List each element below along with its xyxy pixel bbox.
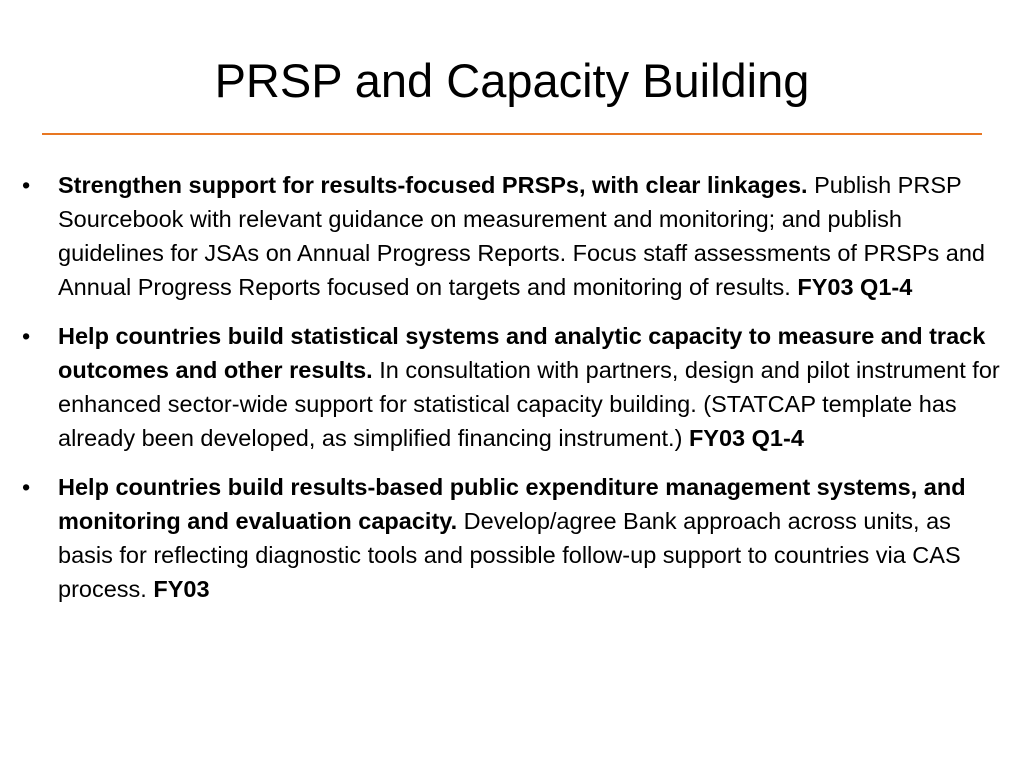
- bullet-heading: Help countries build statistical systems and analytic capacity to measure and track outcomes and other results.: [58, 323, 986, 383]
- bullet-heading: Strengthen support for results-focused PRSPs, with clear linkages.: [58, 172, 808, 198]
- bullet-dot-icon: •: [22, 474, 31, 500]
- bullet-item-2: [22, 319, 1002, 455]
- title-divider: [42, 133, 982, 135]
- bullet-item-1: [22, 168, 1002, 304]
- bullet-body: Publish PRSP Sourcebook with relevant guidance on measurement and monitoring; and publish guidelines for JSAs on Annual Progress Reports. Focus staff assessments of PRSPs and Annual Progress Reports focused on targets and monitoring of results.: [58, 172, 985, 300]
- bullet-list: [22, 168, 1002, 621]
- bullet-schedule-tag: FY03: [153, 576, 210, 602]
- slide-title: PRSP and Capacity Building: [214, 54, 810, 107]
- bullet-schedule-tag: FY03 Q1-4: [688, 425, 804, 451]
- bullet-schedule-tag: FY03 Q1-4: [797, 274, 913, 300]
- bullet-heading: Help countries build results-based public expenditure management systems, and monitoring and evaluation capacity.: [58, 474, 966, 534]
- bullet-dot-icon: •: [22, 172, 31, 198]
- bullet-body: Develop/agree Bank approach across units, as basis for reflecting diagnostic tools and possible follow-up support to countries via CAS process.: [58, 508, 961, 602]
- bullet-body: In consultation with partners, design and pilot instrument for enhanced sector-wide support for statistical capacity building. (STATCAP template has already been developed, as simplified financing instrument.): [58, 357, 1000, 451]
- bullet-dot-icon: •: [22, 323, 31, 349]
- bullet-item-3: [22, 470, 1002, 606]
